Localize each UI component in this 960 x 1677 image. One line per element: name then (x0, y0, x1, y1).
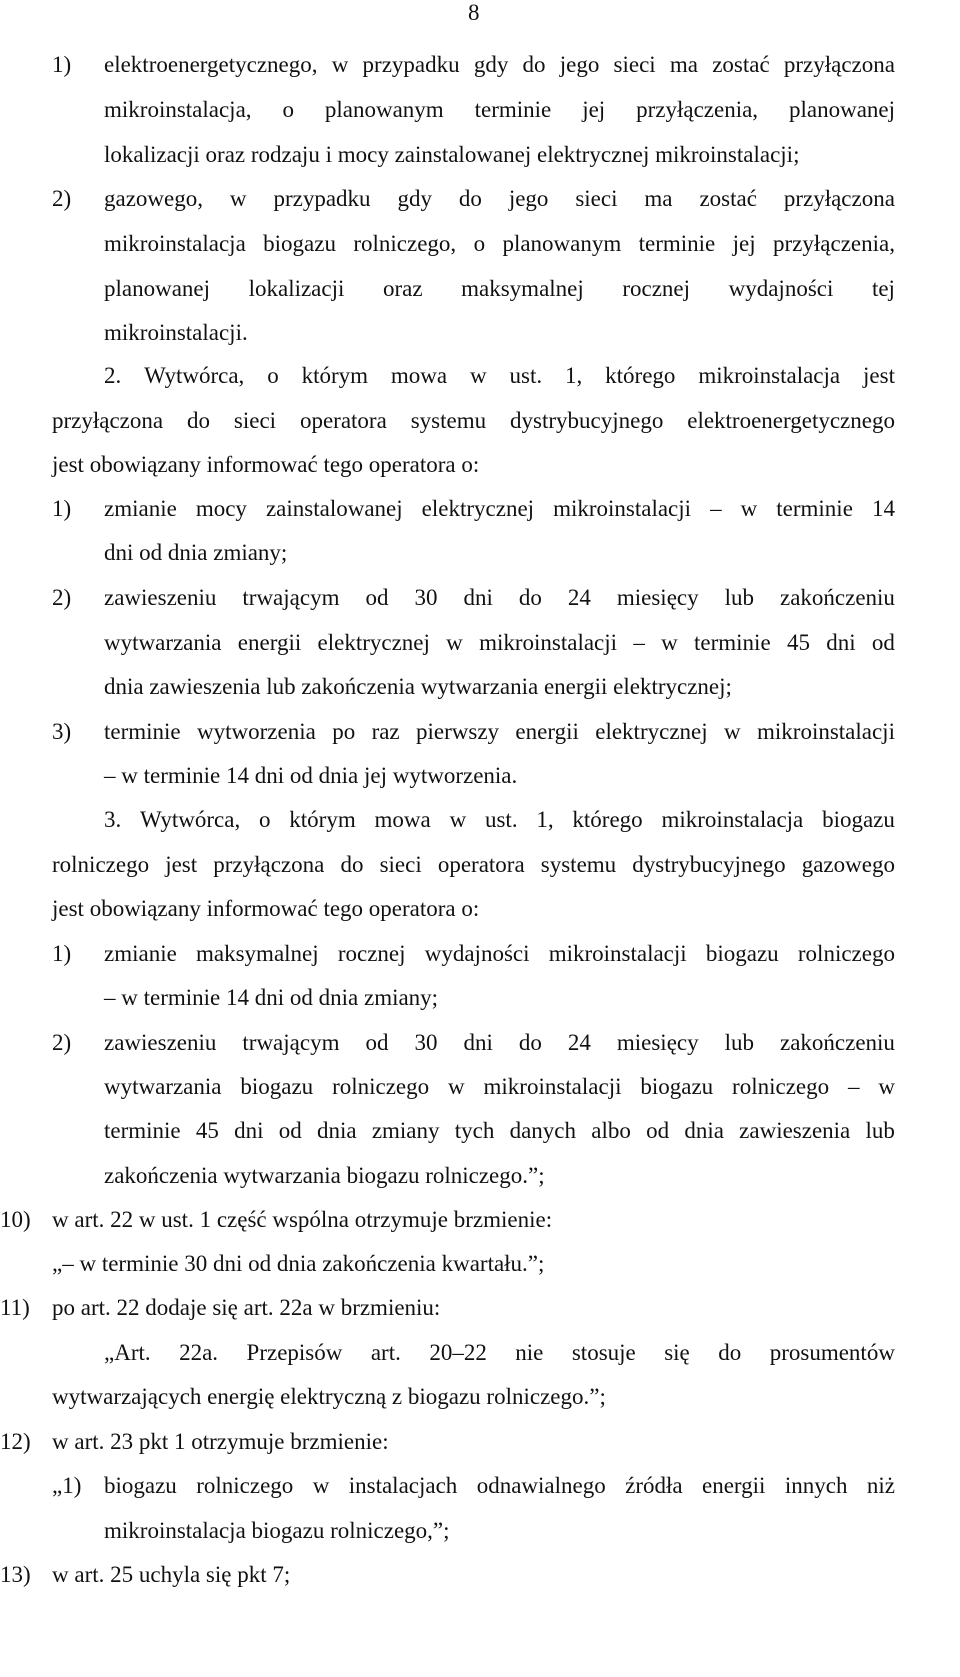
text-line: mikroinstalacja biogazu rolniczego, o planowanym terminie jej przyłączenia, (104, 231, 895, 256)
quoted-text: wytwarzających energię elektryczną z biogazu rolniczego.”; (52, 1384, 606, 1409)
text-line: w art. 23 pkt 1 otrzymuje brzmienie: (52, 1429, 389, 1454)
text-line: terminie wytworzenia po raz pierwszy energii elektrycznej w mikroinstalacji (104, 719, 895, 744)
text-line: – w terminie 14 dni od dnia jej wytworzenia. (104, 763, 518, 788)
text-line: po art. 22 dodaje się art. 22a w brzmieniu: (52, 1295, 441, 1320)
text-line: zawieszeniu trwającym od 30 dni do 24 miesięcy lub zakończeniu (104, 585, 895, 610)
quoted-text: biogazu rolniczego w instalacjach odnawialnego źródła energii innych niż (104, 1473, 895, 1498)
list-number: 1) (52, 941, 72, 966)
paragraph-line: przyłączona do sieci operatora systemu dystrybucyjnego elektroenergetycznego (52, 408, 895, 433)
text-line: zakończenia wytwarzania biogazu rolniczego.”; (104, 1163, 545, 1188)
text-line: w art. 25 uchyla się pkt 7; (52, 1562, 291, 1587)
paragraph-line: jest obowiązany informować tego operatora o: (52, 896, 480, 921)
paragraph-line: jest obowiązany informować tego operatora o: (52, 452, 480, 477)
list-number: 1) (52, 52, 72, 77)
text-line: wytwarzania energii elektrycznej w mikroinstalacji – w terminie 45 dni od (104, 630, 895, 655)
quoted-text: „Art. 22a. Przepisów art. 20–22 nie stosuje się do prosumentów (104, 1340, 895, 1365)
text-line: w art. 22 w ust. 1 część wspólna otrzymuje brzmienie: (52, 1207, 553, 1232)
paragraph-line: 3. Wytwórca, o którym mowa w ust. 1, którego mikroinstalacja biogazu (104, 807, 895, 832)
text-line: gazowego, w przypadku gdy do jego sieci ma zostać przyłączona (104, 186, 895, 211)
text-line: dnia zawieszenia lub zakończenia wytwarzania energii elektrycznej; (104, 674, 732, 699)
list-number: 2) (52, 585, 72, 610)
list-number: 2) (52, 1030, 72, 1055)
page-number: 8 (468, 0, 480, 25)
text-line: dni od dnia zmiany; (104, 540, 288, 565)
list-number: 1) (52, 496, 72, 521)
point-number: 12) (0, 1429, 31, 1454)
text-line: terminie 45 dni od dnia zmiany tych danych albo od dnia zawieszenia lub (104, 1118, 895, 1143)
point-number: 13) (0, 1562, 31, 1587)
quoted-list-number: „1) (52, 1473, 82, 1498)
quoted-text: mikroinstalacja biogazu rolniczego,”; (104, 1518, 450, 1543)
list-number: 3) (52, 719, 72, 744)
quoted-text: „– w terminie 30 dni od dnia zakończenia kwartału.”; (52, 1251, 545, 1276)
text-line: mikroinstalacji. (104, 320, 248, 345)
paragraph-line: 2. Wytwórca, o którym mowa w ust. 1, którego mikroinstalacja jest (104, 363, 895, 388)
text-line: zawieszeniu trwającym od 30 dni do 24 miesięcy lub zakończeniu (104, 1030, 895, 1055)
text-line: planowanej lokalizacji oraz maksymalnej rocznej wydajności tej (104, 276, 895, 301)
text-line: – w terminie 14 dni od dnia zmiany; (104, 985, 439, 1010)
point-number: 10) (0, 1207, 31, 1232)
point-number: 11) (0, 1295, 30, 1320)
text-line: zmianie maksymalnej rocznej wydajności mikroinstalacji biogazu rolniczego (104, 941, 895, 966)
text-line: zmianie mocy zainstalowanej elektrycznej mikroinstalacji – w terminie 14 (104, 496, 895, 521)
text-line: lokalizacji oraz rodzaju i mocy zainstalowanej elektrycznej mikroinstalacji; (104, 142, 800, 167)
paragraph-line: rolniczego jest przyłączona do sieci operatora systemu dystrybucyjnego gazowego (52, 852, 895, 877)
text-line: wytwarzania biogazu rolniczego w mikroinstalacji biogazu rolniczego – w (104, 1074, 895, 1099)
text-line: elektroenergetycznego, w przypadku gdy do jego sieci ma zostać przyłączona (104, 52, 895, 77)
list-number: 2) (52, 186, 72, 211)
text-line: mikroinstalacja, o planowanym terminie jej przyłączenia, planowanej (104, 97, 895, 122)
